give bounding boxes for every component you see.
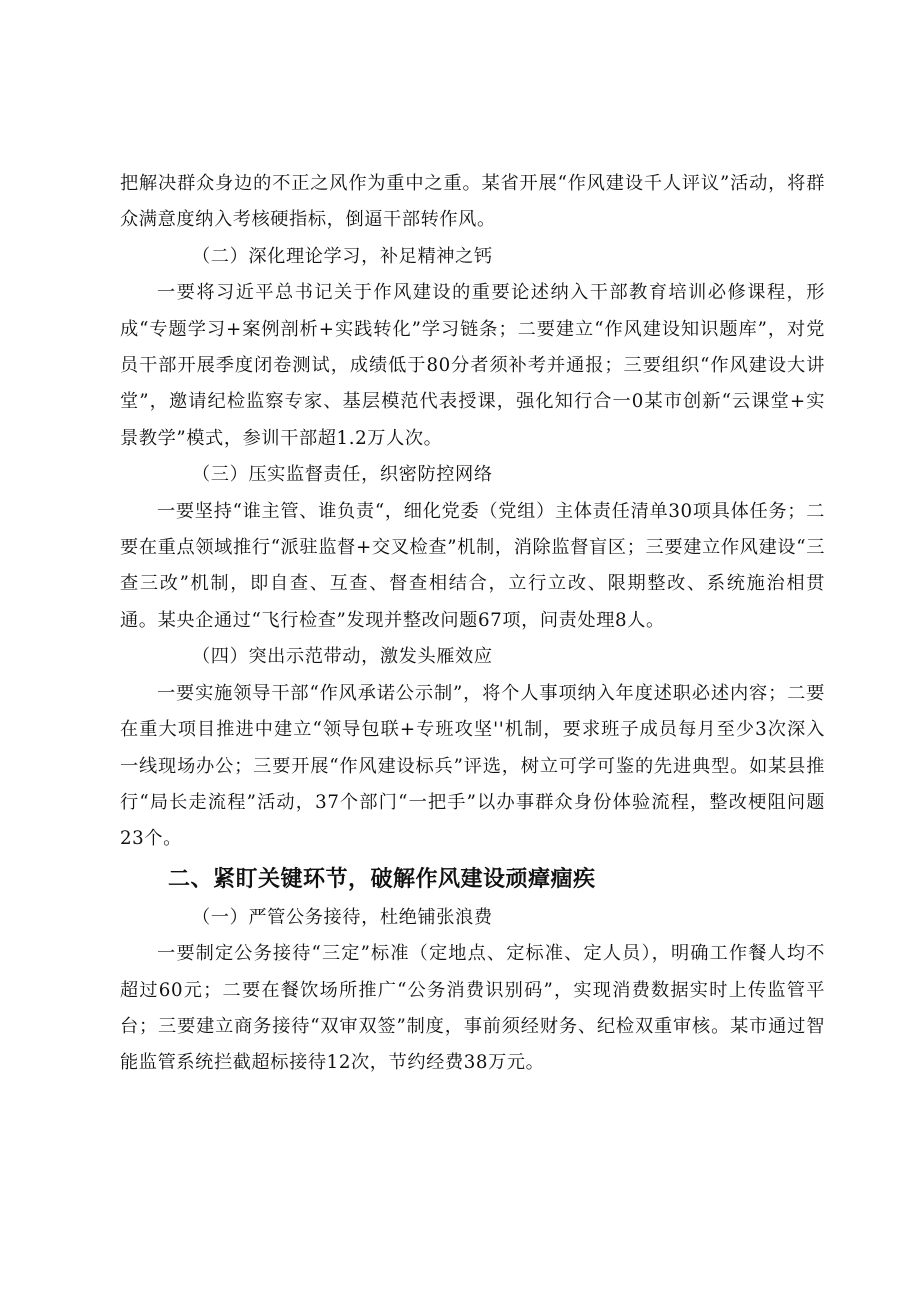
subheading-demonstration-leadership: （四）突出示范带动，激发头雁效应 <box>192 646 493 668</box>
paragraph-theory-study: 一要将习近平总书记关于作风建设的重要论述纳入干部教育培训必修课程，形成“专题学习+案例剖析+实践转化”学习链条；二要建立“作风建设知识题库”，对党员干部开展季度闭卷测试，成绩低于80分者须补考并通报；三要组织“作风建设大讲堂”，邀请纪检监察专家、基层模范代表授课，强化知行合一0某市创新“云课堂+实景教学”模式，参训干部超1.2万人次。 <box>120 282 825 449</box>
subheading-supervision-responsibility: （三）压实监督责任，织密防控网络 <box>192 464 493 486</box>
section-heading-key-links: 二、紧盯关键环节，破解作风建设顽瘴痼疾 <box>168 866 596 892</box>
paragraph-demonstration: 一要实施领导干部“作风承诺公示制”，将个人事项纳入年度述职必述内容；二要在重大项目推进中建立“领导包联+专班攻坚''机制，要求班子成员每月至少3次深入一线现场办公；三要开展“作风建设标兵”评选，树立可学可鉴的先进典型。如某县推行“局长走流程”活动，37个部门“一把手”以办事群众身份体验流程，整改梗阻问题23个。 <box>120 682 825 850</box>
subheading-deepen-theory-study: （二）深化理论学习，补足精神之钙 <box>192 245 493 267</box>
subheading-official-reception: （一）严管公务接待，杜绝铺张浪费 <box>192 906 493 928</box>
paragraph-continuation: 把解决群众身边的不正之风作为重中之重。某省开展“作风建设千人评议”活动，将群众满意度纳入考核硬指标，倒逼干部转作风。 <box>120 173 825 231</box>
paragraph-supervision: 一要坚持“谁主管、谁负责“，细化党委（党组）主体责任清单30项具体任务；二要在重点领域推行“派驻监督+交叉检查”机制，消除监督盲区；三要建立作风建设“三查三改”机制，即自查、互查、督查相结合，立行立改、限期整改、系统施治相贯通。某央企通过“飞行检查”发现并整改问题67项，问责处理8人。 <box>120 500 825 631</box>
document-body <box>120 166 825 1082</box>
paragraph-official-reception: 一要制定公务接待“三定”标准（定地点、定标准、定人员），明确工作餐人均不超过60元；二要在餐饮场所推广“公务消费识别码”，实现消费数据实时上传监管平台；三要建立商务接待“双审双签”制度，事前须经财务、纪检双重审核。某市通过智能监管系统拦截超标接待12次，节约经费38万元。 <box>120 943 825 1074</box>
